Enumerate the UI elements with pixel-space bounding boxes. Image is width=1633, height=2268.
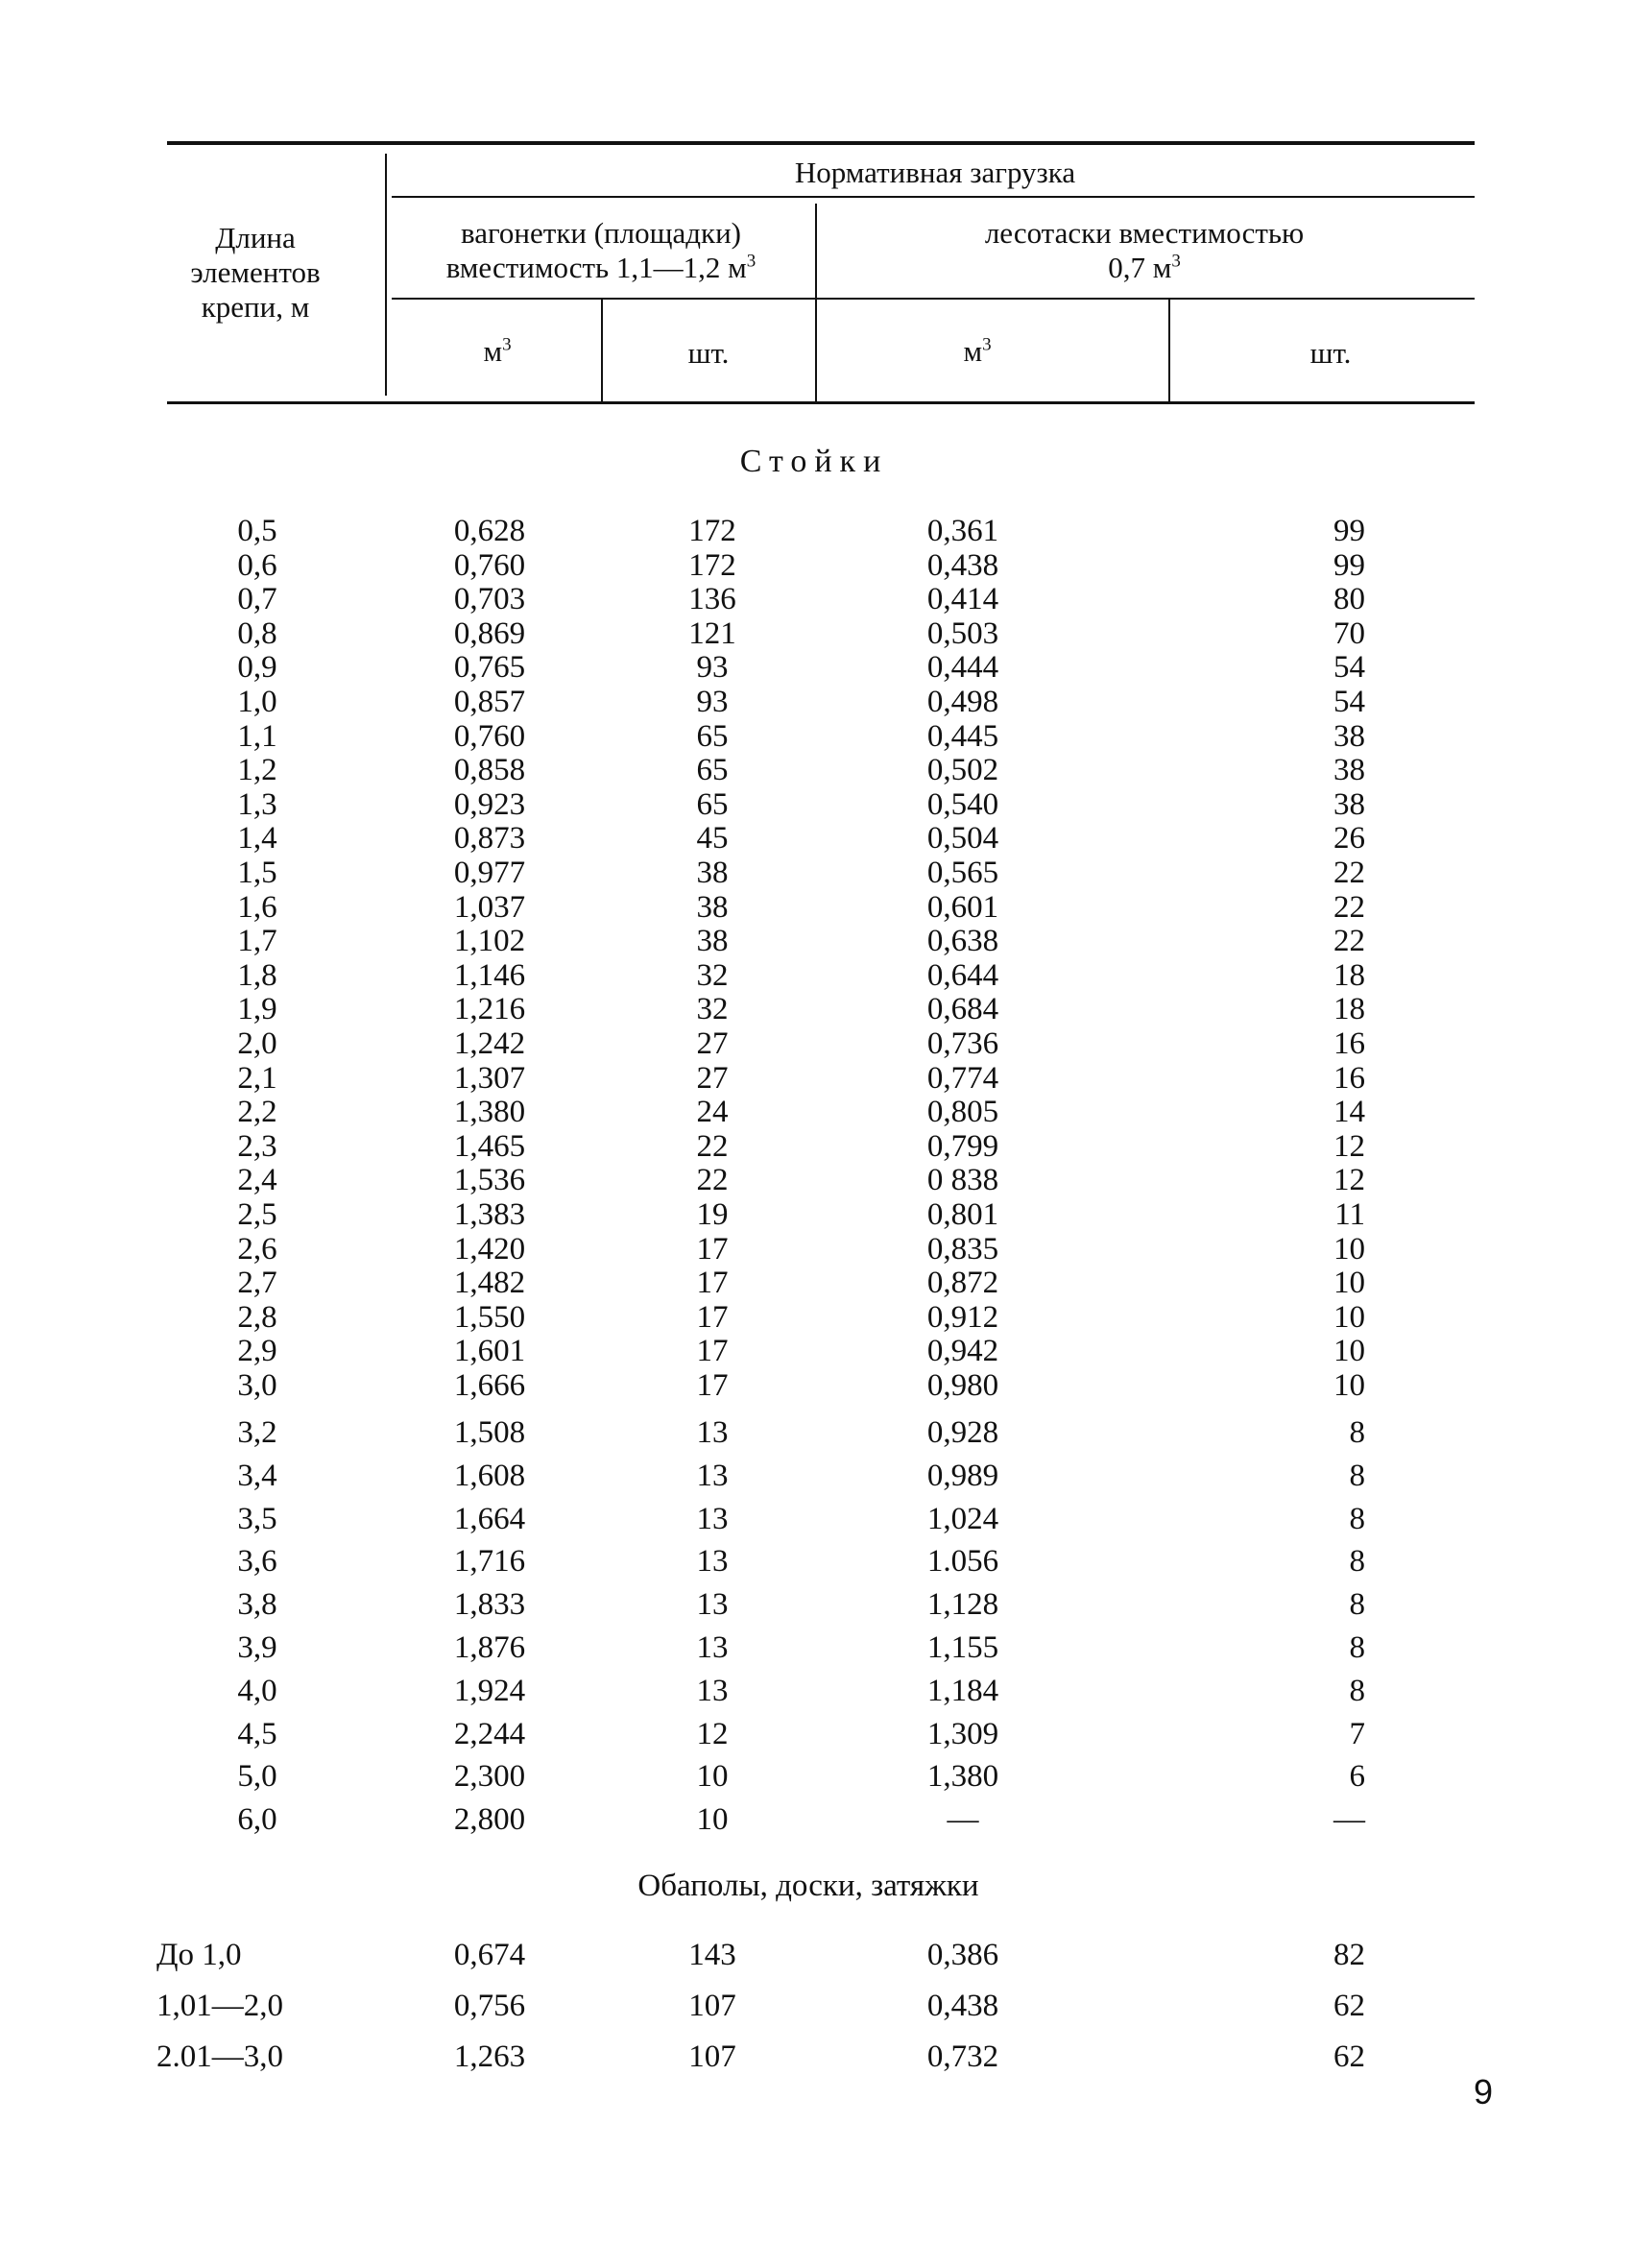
table-row (0, 1460, 1633, 1492)
cell-length: 1,7 (237, 924, 277, 959)
vline-1 (385, 154, 387, 396)
cell-wagon-pcs: 107 (688, 1989, 736, 2023)
cell-dragger-pcs: 62 (1333, 1989, 1365, 2023)
cell-wagon-pcs: 24 (696, 1095, 729, 1130)
cell-dragger-pcs: 16 (1333, 1060, 1365, 1096)
cell-wagon-pcs: 19 (696, 1197, 729, 1232)
cell-wagon-pcs: 93 (696, 685, 729, 719)
cell-dragger-m3: 0,805 (926, 1095, 999, 1130)
unit-pcs-wagon: шт. (687, 336, 730, 370)
cell-dragger-m3: 0,503 (926, 615, 999, 651)
cell-dragger-m3: 0,444 (926, 650, 999, 686)
cell-dragger-pcs: 8 (1349, 1587, 1365, 1623)
cell-dragger-pcs: 99 (1333, 514, 1365, 548)
table-row (0, 822, 1633, 855)
cell-wagon-pcs: 38 (696, 889, 729, 925)
cell-dragger-m3: 1.056 (926, 1544, 999, 1580)
cell-wagon-pcs: 13 (696, 1544, 729, 1580)
cell-wagon-m3: 0,857 (453, 685, 526, 719)
cell-wagon-m3: 0,977 (453, 856, 526, 890)
cell-dragger-pcs: 70 (1333, 615, 1365, 651)
cell-wagon-pcs: 17 (696, 1334, 729, 1369)
table-row (0, 891, 1633, 924)
cell-dragger-m3: 1,184 (926, 1673, 999, 1708)
cell-wagon-m3: 0,760 (453, 718, 526, 754)
cell-length: 1,2 (237, 753, 277, 788)
cell-wagon-pcs: 32 (696, 957, 729, 993)
cell-wagon-m3: 1,601 (453, 1334, 526, 1369)
cell-dragger-pcs: 18 (1333, 957, 1365, 993)
cell-length: 4,0 (237, 1673, 277, 1708)
cell-wagon-m3: 1,383 (453, 1197, 526, 1232)
cell-wagon-pcs: 12 (696, 1716, 729, 1751)
cell-length: 3,2 (237, 1415, 277, 1450)
cell-wagon-m3: 1,216 (453, 992, 526, 1027)
cell-wagon-m3: 0,760 (453, 547, 526, 583)
cell-length: 2,7 (237, 1266, 277, 1301)
cell-wagon-pcs: 38 (696, 924, 729, 959)
table-row (0, 1130, 1633, 1163)
cell-dragger-pcs: — (1333, 1802, 1365, 1838)
cell-wagon-m3: 1,037 (453, 889, 526, 925)
cell-wagon-pcs: 13 (696, 1415, 729, 1450)
table-row (0, 583, 1633, 615)
section-title-boards: Обаполы, доски, затяжки (637, 1869, 979, 1903)
unit-m3-dragger: $м^3$ (963, 334, 992, 368)
cell-dragger-m3: 0,386 (926, 1938, 999, 1972)
cell-length: 1,9 (237, 992, 277, 1027)
cell-dragger-m3: 1,128 (926, 1587, 999, 1623)
cell-length: 6,0 (237, 1802, 277, 1838)
cell-dragger-m3: 0,540 (926, 786, 999, 822)
cell-wagon-m3: 0,873 (453, 821, 526, 857)
table-row (0, 857, 1633, 889)
table-row (0, 1301, 1633, 1334)
cell-wagon-m3: 1,465 (453, 1128, 526, 1164)
cell-wagon-m3: 0,858 (453, 753, 526, 788)
cell-length: 2,1 (237, 1060, 277, 1096)
cell-wagon-m3: 0,756 (453, 1989, 526, 2023)
cell-dragger-pcs: 38 (1333, 718, 1365, 754)
cell-dragger-pcs: 12 (1333, 1163, 1365, 1198)
cell-dragger-pcs: 80 (1333, 582, 1365, 617)
table-row (0, 1369, 1633, 1402)
cell-wagon-m3: 1,482 (453, 1266, 526, 1301)
cell-dragger-m3: 0,565 (926, 856, 999, 890)
cell-dragger-m3: 0,736 (926, 1026, 999, 1061)
cell-wagon-pcs: 22 (696, 1163, 729, 1198)
cell-dragger-m3: 0 838 (926, 1163, 999, 1198)
cell-length: 2.01—3,0 (156, 2039, 283, 2074)
cell-length: 1,1 (237, 718, 277, 754)
cell-wagon-m3: 1,420 (453, 1231, 526, 1267)
cell-dragger-m3: 0,361 (926, 514, 999, 548)
cell-wagon-m3: 1,876 (453, 1630, 526, 1665)
cell-dragger-m3: 0,414 (926, 582, 999, 617)
table-row (0, 1062, 1633, 1095)
vline-4 (1168, 300, 1170, 401)
cell-wagon-pcs: 27 (696, 1060, 729, 1096)
cell-dragger-m3: 0,601 (926, 889, 999, 925)
cell-dragger-pcs: 54 (1333, 650, 1365, 686)
header-length: Длина элементов крепи, м (190, 221, 321, 324)
cell-length: 1,8 (237, 957, 277, 993)
header-bottom-rule (167, 401, 1475, 404)
cell-wagon-pcs: 27 (696, 1026, 729, 1061)
cell-dragger-pcs: 8 (1349, 1544, 1365, 1580)
cell-wagon-pcs: 13 (696, 1587, 729, 1623)
cell-dragger-m3: 0,835 (926, 1231, 999, 1267)
cell-wagon-m3: 0,765 (453, 650, 526, 686)
header-dragger: лесотаски вместимостью 0,7 $м^3$ (984, 216, 1305, 284)
cell-length: 2,5 (237, 1197, 277, 1232)
table-row (0, 1803, 1633, 1836)
cell-dragger-pcs: 26 (1333, 821, 1365, 857)
cell-dragger-pcs: 11 (1334, 1197, 1365, 1232)
cell-dragger-m3: 0,799 (926, 1128, 999, 1164)
cell-dragger-m3: — (947, 1802, 979, 1838)
cell-length: 1,3 (237, 786, 277, 822)
cell-dragger-pcs: 14 (1333, 1095, 1365, 1130)
cell-wagon-m3: 1,146 (453, 957, 526, 993)
cell-length: 1,4 (237, 821, 277, 857)
cell-wagon-pcs: 17 (696, 1231, 729, 1267)
cell-length: 1,0 (237, 685, 277, 719)
cell-length: 1,01—2,0 (156, 1989, 283, 2023)
unit-m3-wagon: $м^3$ (483, 334, 512, 368)
cell-wagon-m3: 1,608 (453, 1458, 526, 1493)
cell-dragger-m3: 0,989 (926, 1458, 999, 1493)
cell-wagon-m3: 1,924 (453, 1673, 526, 1708)
cell-wagon-pcs: 38 (696, 856, 729, 890)
cell-dragger-m3: 0,502 (926, 753, 999, 788)
table-row (0, 1164, 1633, 1196)
subheader-rule (392, 298, 1475, 300)
vline-3 (815, 204, 817, 401)
cell-dragger-pcs: 12 (1333, 1128, 1365, 1164)
cell-dragger-m3: 0,438 (926, 547, 999, 583)
cell-wagon-m3: 1,263 (453, 2039, 526, 2074)
cell-wagon-pcs: 107 (688, 2039, 736, 2074)
cell-dragger-pcs: 16 (1333, 1026, 1365, 1061)
cell-length: 0,7 (237, 582, 277, 617)
cell-wagon-pcs: 121 (688, 615, 736, 651)
table-row (0, 1990, 1633, 2022)
cell-length: 2,8 (237, 1299, 277, 1335)
cell-dragger-pcs: 10 (1333, 1299, 1365, 1335)
cell-length: 3,9 (237, 1630, 277, 1665)
cell-dragger-m3: 0,498 (926, 685, 999, 719)
cell-wagon-pcs: 32 (696, 992, 729, 1027)
table-row (0, 2040, 1633, 2073)
cell-wagon-m3: 2,244 (453, 1716, 526, 1751)
table-row (0, 1027, 1633, 1060)
cell-dragger-pcs: 99 (1333, 547, 1365, 583)
cell-dragger-m3: 0,980 (926, 1368, 999, 1403)
cell-wagon-pcs: 45 (696, 821, 729, 857)
cell-wagon-pcs: 17 (696, 1299, 729, 1335)
cell-wagon-m3: 0,703 (453, 582, 526, 617)
cell-wagon-pcs: 22 (696, 1128, 729, 1164)
cell-dragger-m3: 0,684 (926, 992, 999, 1027)
cell-length: 0,8 (237, 615, 277, 651)
cell-dragger-m3: 0,504 (926, 821, 999, 857)
cell-dragger-pcs: 8 (1349, 1673, 1365, 1708)
cell-dragger-m3: 0,644 (926, 957, 999, 993)
cell-dragger-m3: 0,942 (926, 1334, 999, 1369)
table-row (0, 1675, 1633, 1707)
cell-length: 2,6 (237, 1231, 277, 1267)
table-row (0, 1760, 1633, 1793)
table-row (0, 1718, 1633, 1750)
cell-length: 3,8 (237, 1587, 277, 1623)
cell-length: До 1,0 (156, 1938, 242, 1972)
cell-dragger-pcs: 7 (1349, 1716, 1365, 1751)
cell-dragger-pcs: 10 (1333, 1266, 1365, 1301)
cell-dragger-pcs: 38 (1333, 753, 1365, 788)
cell-dragger-m3: 0,445 (926, 718, 999, 754)
cell-dragger-m3: 0,912 (926, 1299, 999, 1335)
cell-length: 5,0 (237, 1759, 277, 1795)
cell-wagon-m3: 0,674 (453, 1938, 526, 1972)
table-row (0, 1545, 1633, 1578)
cell-length: 1,5 (237, 856, 277, 890)
cell-wagon-m3: 1,664 (453, 1501, 526, 1536)
cell-wagon-pcs: 13 (696, 1501, 729, 1536)
cell-wagon-m3: 0,628 (453, 514, 526, 548)
cell-length: 0,9 (237, 650, 277, 686)
cell-wagon-m3: 1,380 (453, 1095, 526, 1130)
cell-wagon-m3: 0,869 (453, 615, 526, 651)
cell-dragger-m3: 0,801 (926, 1197, 999, 1232)
table-row (0, 1267, 1633, 1299)
cell-wagon-pcs: 93 (696, 650, 729, 686)
group-rule (392, 196, 1475, 198)
cell-dragger-pcs: 8 (1349, 1415, 1365, 1450)
cell-length: 2,4 (237, 1163, 277, 1198)
table-row (0, 1631, 1633, 1664)
cell-wagon-pcs: 65 (696, 718, 729, 754)
cell-wagon-m3: 0,923 (453, 786, 526, 822)
section-title-stoiki: Стойки (739, 444, 889, 479)
cell-wagon-m3: 1,307 (453, 1060, 526, 1096)
table-row (0, 617, 1633, 650)
cell-dragger-pcs: 62 (1333, 2039, 1365, 2074)
cell-dragger-pcs: 22 (1333, 856, 1365, 890)
cell-length: 0,6 (237, 547, 277, 583)
table-row (0, 651, 1633, 684)
cell-wagon-m3: 1,102 (453, 924, 526, 959)
cell-length: 4,5 (237, 1716, 277, 1751)
table-row (0, 993, 1633, 1025)
cell-dragger-m3: 1,155 (926, 1630, 999, 1665)
cell-wagon-m3: 1,508 (453, 1415, 526, 1450)
cell-dragger-pcs: 54 (1333, 685, 1365, 719)
cell-length: 2,0 (237, 1026, 277, 1061)
cell-dragger-m3: 0,872 (926, 1266, 999, 1301)
cell-wagon-pcs: 13 (696, 1673, 729, 1708)
cell-wagon-pcs: 136 (688, 582, 736, 617)
table-row (0, 686, 1633, 718)
cell-dragger-pcs: 82 (1333, 1938, 1365, 1972)
cell-dragger-m3: 1,024 (926, 1501, 999, 1536)
cell-wagon-m3: 2,800 (453, 1802, 526, 1838)
cell-wagon-pcs: 172 (688, 514, 736, 548)
cell-dragger-pcs: 8 (1349, 1630, 1365, 1665)
cell-dragger-m3: 1,380 (926, 1759, 999, 1795)
cell-wagon-m3: 1,536 (453, 1163, 526, 1198)
cell-wagon-m3: 1,242 (453, 1026, 526, 1061)
table-row (0, 925, 1633, 957)
table-row (0, 1939, 1633, 1971)
cell-dragger-m3: 0,638 (926, 924, 999, 959)
cell-length: 3,5 (237, 1501, 277, 1536)
header-group-title: Нормативная загрузка (794, 156, 1076, 189)
cell-dragger-pcs: 18 (1333, 992, 1365, 1027)
cell-dragger-pcs: 10 (1333, 1368, 1365, 1403)
table-row (0, 720, 1633, 753)
table-row (0, 959, 1633, 992)
table-row (0, 1198, 1633, 1231)
table-row (0, 1233, 1633, 1266)
cell-dragger-pcs: 8 (1349, 1501, 1365, 1536)
cell-dragger-pcs: 10 (1333, 1231, 1365, 1267)
page-number: 9 (1473, 2072, 1493, 2111)
unit-pcs-dragger: шт. (1309, 336, 1352, 370)
cell-wagon-pcs: 10 (696, 1759, 729, 1795)
cell-wagon-m3: 1,666 (453, 1368, 526, 1403)
cell-length: 3,0 (237, 1368, 277, 1403)
cell-wagon-m3: 1,716 (453, 1544, 526, 1580)
cell-dragger-pcs: 10 (1333, 1334, 1365, 1369)
cell-length: 3,6 (237, 1544, 277, 1580)
table-row (0, 1416, 1633, 1449)
cell-dragger-pcs: 22 (1333, 924, 1365, 959)
cell-dragger-m3: 0,732 (926, 2039, 999, 2074)
cell-dragger-pcs: 8 (1349, 1458, 1365, 1493)
cell-length: 2,3 (237, 1128, 277, 1164)
table-row (0, 1335, 1633, 1367)
cell-length: 2,9 (237, 1334, 277, 1369)
cell-dragger-pcs: 6 (1349, 1759, 1365, 1795)
cell-wagon-pcs: 172 (688, 547, 736, 583)
cell-wagon-pcs: 17 (696, 1368, 729, 1403)
cell-wagon-pcs: 10 (696, 1802, 729, 1838)
table-row (0, 754, 1633, 786)
cell-dragger-pcs: 38 (1333, 786, 1365, 822)
cell-length: 3,4 (237, 1458, 277, 1493)
table-row (0, 549, 1633, 582)
cell-dragger-m3: 0,438 (926, 1989, 999, 2023)
header-wagon: вагонетки (площадки) вместимость 1,1—1,2 $м^3$ (445, 216, 756, 284)
cell-wagon-pcs: 13 (696, 1458, 729, 1493)
table-row (0, 788, 1633, 821)
cell-wagon-pcs: 17 (696, 1266, 729, 1301)
table-row (0, 515, 1633, 547)
cell-dragger-m3: 0,774 (926, 1060, 999, 1096)
cell-wagon-pcs: 65 (696, 753, 729, 788)
cell-wagon-m3: 1,833 (453, 1587, 526, 1623)
cell-dragger-pcs: 22 (1333, 889, 1365, 925)
cell-length: 0,5 (237, 514, 277, 548)
cell-wagon-pcs: 143 (688, 1938, 736, 1972)
cell-wagon-pcs: 13 (696, 1630, 729, 1665)
cell-wagon-m3: 2,300 (453, 1759, 526, 1795)
cell-dragger-m3: 1,309 (926, 1716, 999, 1751)
cell-wagon-pcs: 65 (696, 786, 729, 822)
cell-dragger-m3: 0,928 (926, 1415, 999, 1450)
table-row (0, 1096, 1633, 1128)
cell-length: 2,2 (237, 1095, 277, 1130)
top-rule (167, 141, 1475, 145)
table-row (0, 1503, 1633, 1535)
cell-length: 1,6 (237, 889, 277, 925)
vline-2 (601, 300, 603, 401)
cell-wagon-m3: 1,550 (453, 1299, 526, 1335)
table-row (0, 1588, 1633, 1621)
